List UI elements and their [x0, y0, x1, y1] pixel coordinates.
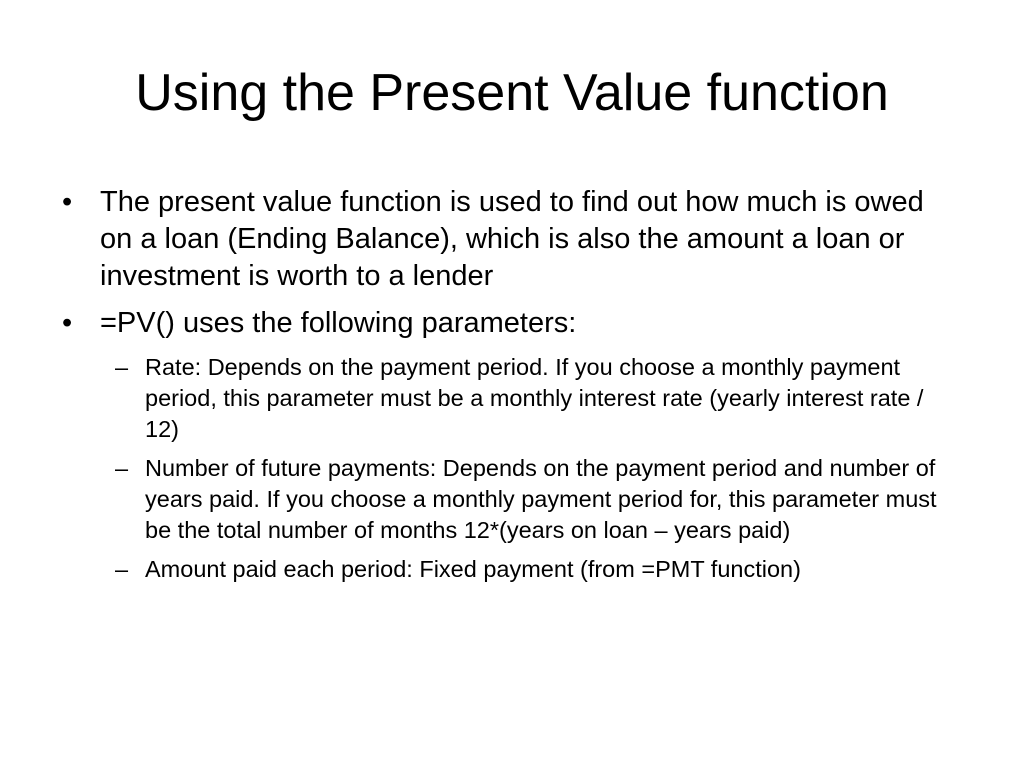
bullet-marker: •: [62, 307, 73, 339]
bullet-text: =PV() uses the following parameters:: [100, 307, 577, 339]
sub-bullet-item: [62, 554, 962, 585]
sub-bullet-item: [62, 453, 962, 546]
sub-bullet-marker: –: [115, 354, 129, 380]
bullet-marker: •: [62, 186, 73, 218]
slide-body: [62, 184, 962, 593]
slide-title: Using the Present Value function: [135, 64, 889, 122]
sub-bullet-text: Amount paid each period: Fixed payment (from =PMT function): [145, 556, 801, 582]
sub-bullet-list: [62, 352, 962, 585]
sub-bullet-marker: –: [115, 455, 129, 481]
bullet-item: [62, 305, 962, 342]
sub-bullet-text: Rate: Depends on the payment period. If you choose a monthly payment period, this parameter must be a monthly interest rate (yearly interest rate / 12): [145, 354, 924, 442]
sub-bullet-marker: –: [115, 556, 129, 582]
sub-bullet-text: Number of future payments: Depends on the payment period and number of years paid. If you choose a monthly payment period for, this parameter must be the total number of months 12*(years on loan – years paid): [145, 455, 937, 543]
bullet-item: [62, 184, 962, 295]
bullet-text: The present value function is used to find out how much is owed on a loan (Ending Balance), which is also the amount a loan or investment is worth to a lender: [100, 186, 924, 292]
sub-bullet-item: [62, 352, 962, 445]
